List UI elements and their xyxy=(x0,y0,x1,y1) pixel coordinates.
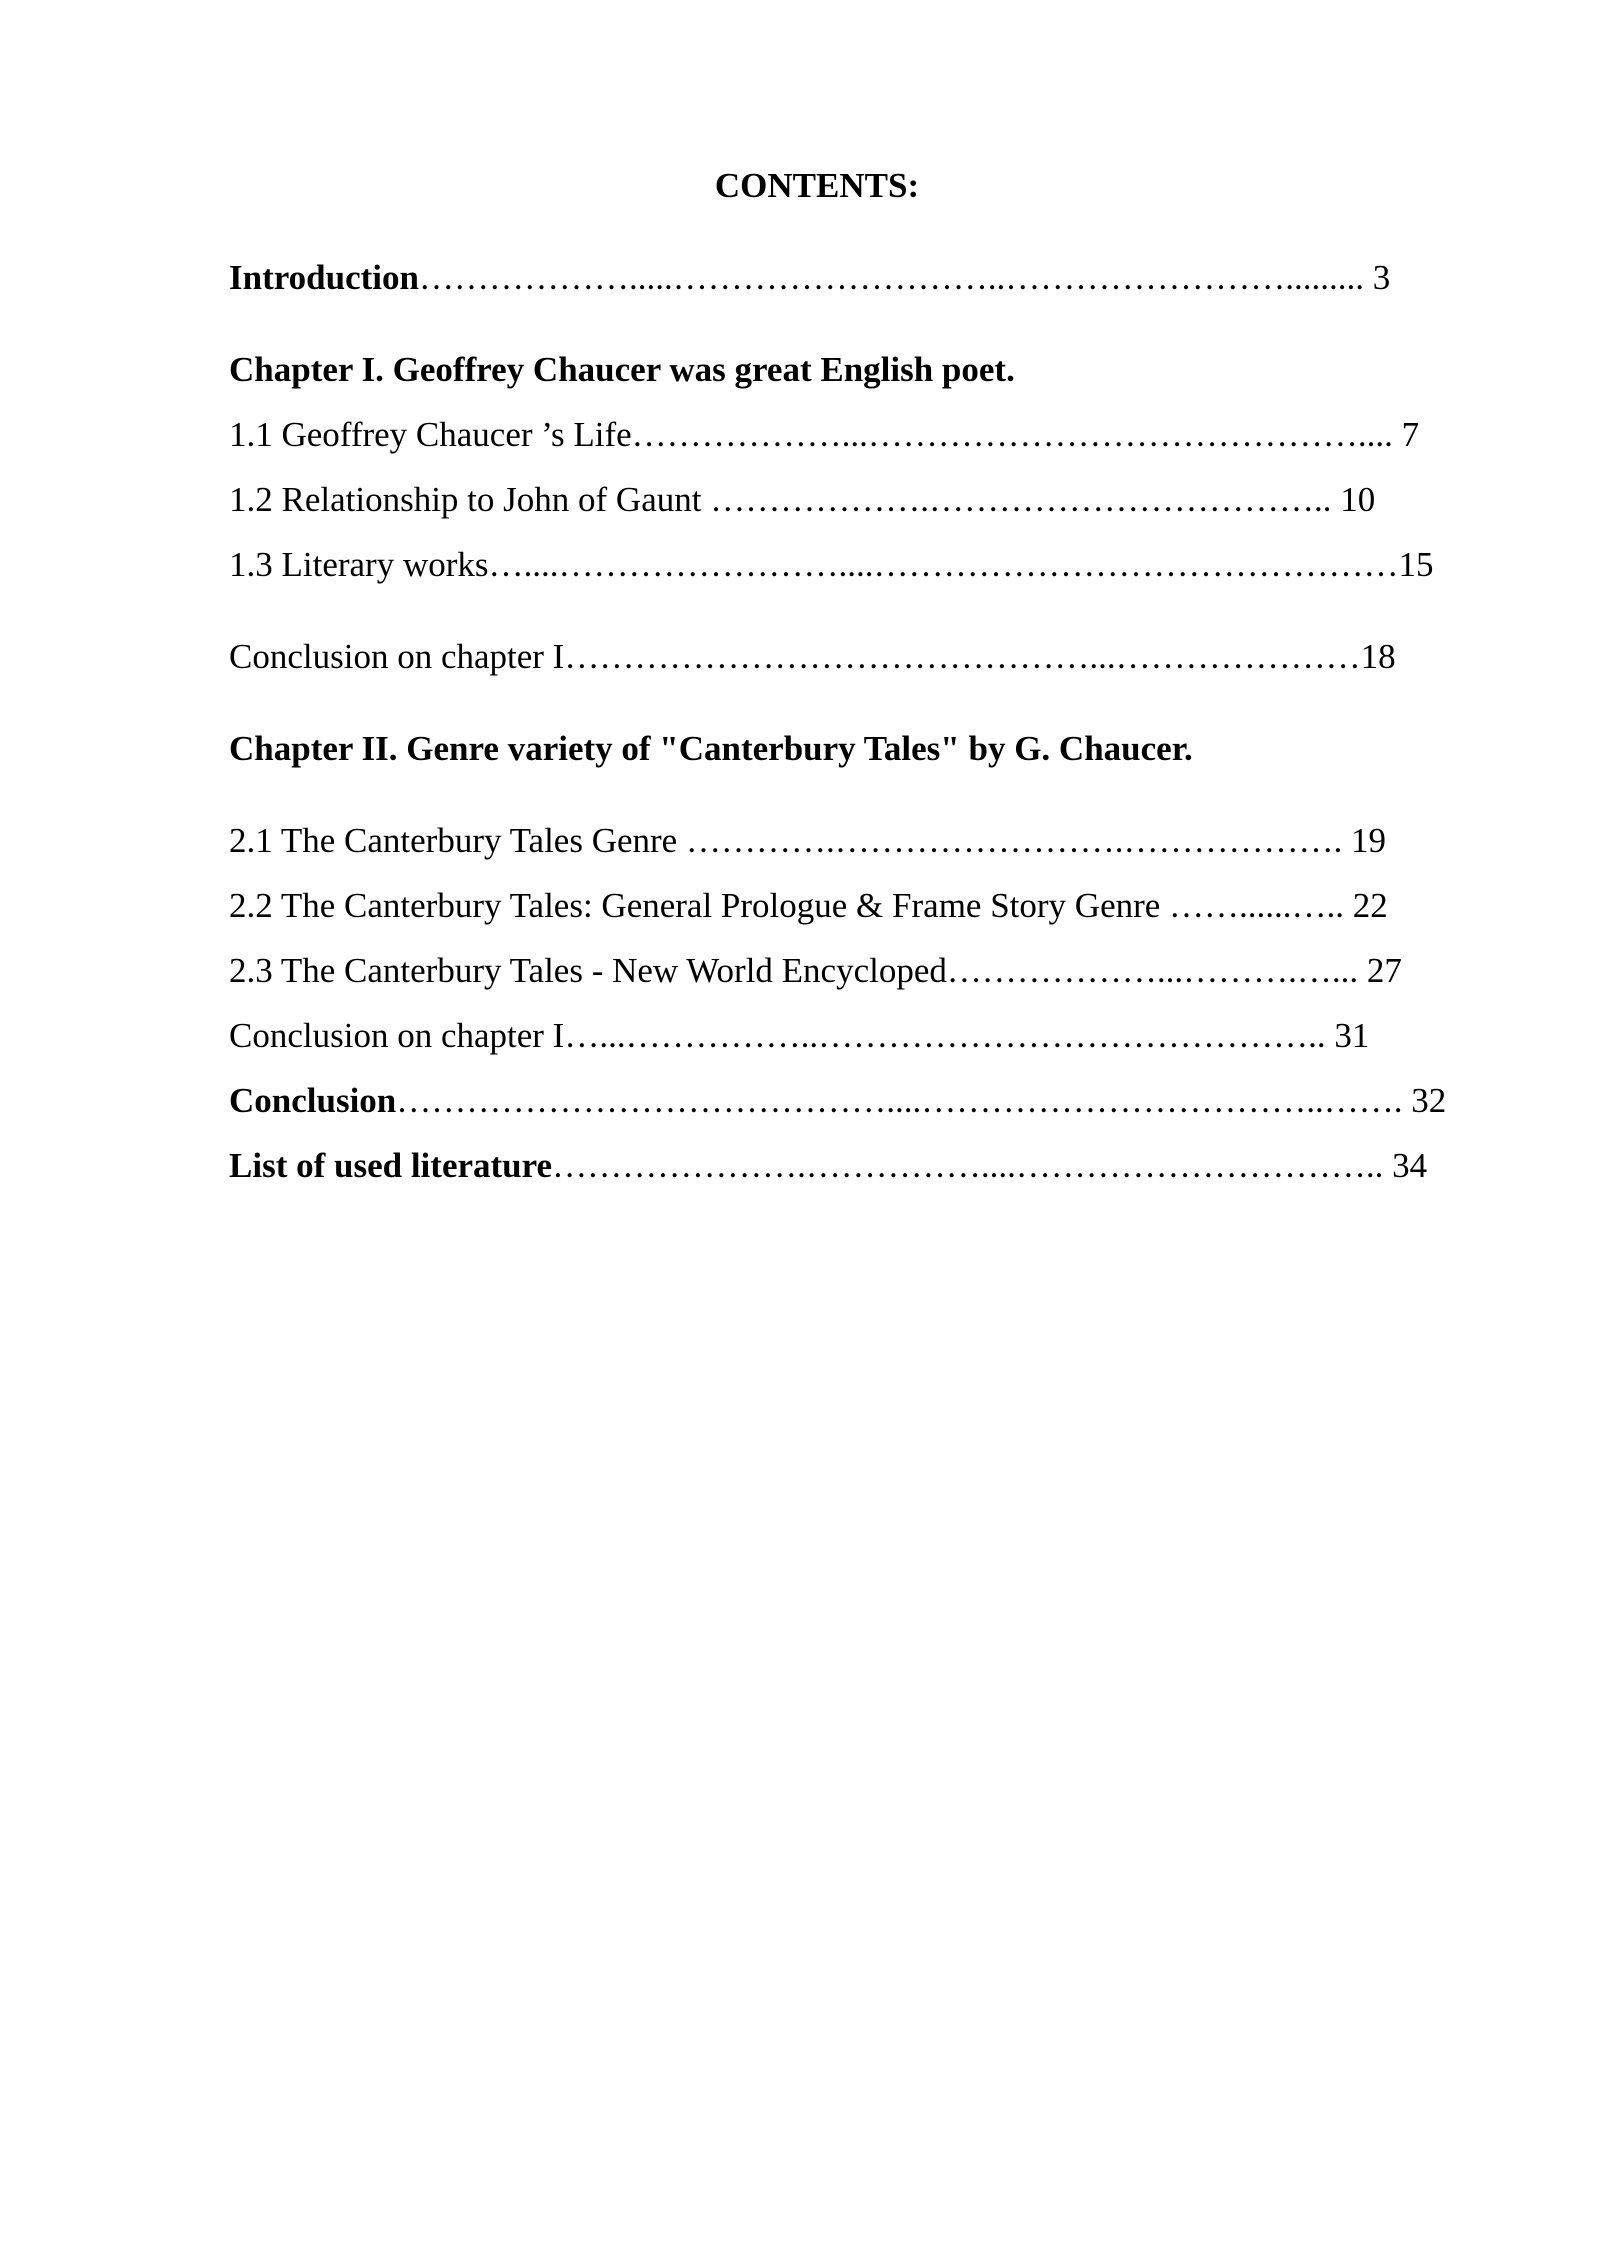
toc-page-number: 15 xyxy=(1398,545,1434,584)
toc-page-number: 19 xyxy=(1350,821,1386,860)
toc-entry-introduction xyxy=(229,256,1390,300)
toc-leader-dots: ……......….. xyxy=(1169,886,1353,925)
toc-entry-2-1 xyxy=(229,819,1386,863)
toc-entry-label: 1.3 Literary works xyxy=(229,545,489,584)
toc-entry-conclusion-chapter-1 xyxy=(229,635,1396,679)
toc-entry-label: 1.2 Relationship to John of Gaunt xyxy=(229,480,711,519)
toc-page-number: 10 xyxy=(1340,480,1376,519)
toc-page-number: 22 xyxy=(1352,886,1388,925)
toc-entry-2-2 xyxy=(229,884,1388,928)
toc-leader-dots: ………………….……………....………………………….. xyxy=(552,1146,1393,1185)
toc-entry-label: List of used literature xyxy=(229,1146,553,1185)
toc-entry-1-3 xyxy=(229,543,1434,587)
toc-entry-1-1 xyxy=(229,413,1419,457)
toc-entry-label: 2.3 The Canterbury Tales - New World Encycloped xyxy=(229,951,947,990)
toc-page-number: 32 xyxy=(1411,1081,1447,1120)
toc-entry-literature xyxy=(229,1144,1427,1188)
toc-page-number: 27 xyxy=(1366,951,1402,990)
toc-entry-label: Conclusion on chapter I xyxy=(229,1016,565,1055)
toc-entry-label: 2.1 The Canterbury Tales Genre xyxy=(229,821,686,860)
toc-entry-conclusion-chapter-2 xyxy=(229,1014,1369,1058)
chapter-1-heading: Chapter I. Geoffrey Chaucer was great English poet. xyxy=(229,350,1015,389)
toc-entry-label: 1.1 Geoffrey Chaucer ’s Life xyxy=(229,415,632,454)
toc-page-number: 34 xyxy=(1392,1146,1428,1185)
toc-entry-label: Introduction xyxy=(229,258,419,297)
toc-leader-dots: ………………...…………………………………….... xyxy=(631,415,1402,454)
toc-entry-conclusion xyxy=(229,1079,1446,1123)
toc-page-number: 18 xyxy=(1360,637,1396,676)
toc-entry-label: Conclusion on chapter I xyxy=(229,637,565,676)
toc-entry-label: Conclusion xyxy=(229,1081,397,1120)
toc-entry-label: 2.2 The Canterbury Tales: General Prologue & Frame Story Genre xyxy=(229,886,1170,925)
contents-heading: CONTENTS: xyxy=(714,166,920,205)
toc-page-number: 7 xyxy=(1401,415,1420,454)
toc-leader-dots: ……………………………………....……………………………..……. xyxy=(396,1081,1412,1120)
toc-entry-1-2 xyxy=(229,478,1375,522)
toc-page-number: 31 xyxy=(1334,1016,1370,1055)
toc-leader-dots: ……………….…………………………….. xyxy=(710,480,1341,519)
toc-leader-dots: ……………….....………………………..……………………......... xyxy=(418,258,1373,297)
chapter-2-heading: Chapter II. Genre variety of "Canterbury Tales" by G. Chaucer. xyxy=(229,729,1193,768)
toc-leader-dots: ………………………………………...………………… xyxy=(564,637,1361,676)
toc-leader-dots: ………………...……….…... xyxy=(946,951,1367,990)
toc-leader-dots: …....……………………....……………………………………… xyxy=(488,545,1399,584)
toc-leader-dots: …...……………..…………………………………….. xyxy=(564,1016,1335,1055)
toc-entry-2-3 xyxy=(229,949,1402,993)
toc-page-number: 3 xyxy=(1372,258,1391,297)
toc-leader-dots: ………….…………………….………………. xyxy=(685,821,1351,860)
